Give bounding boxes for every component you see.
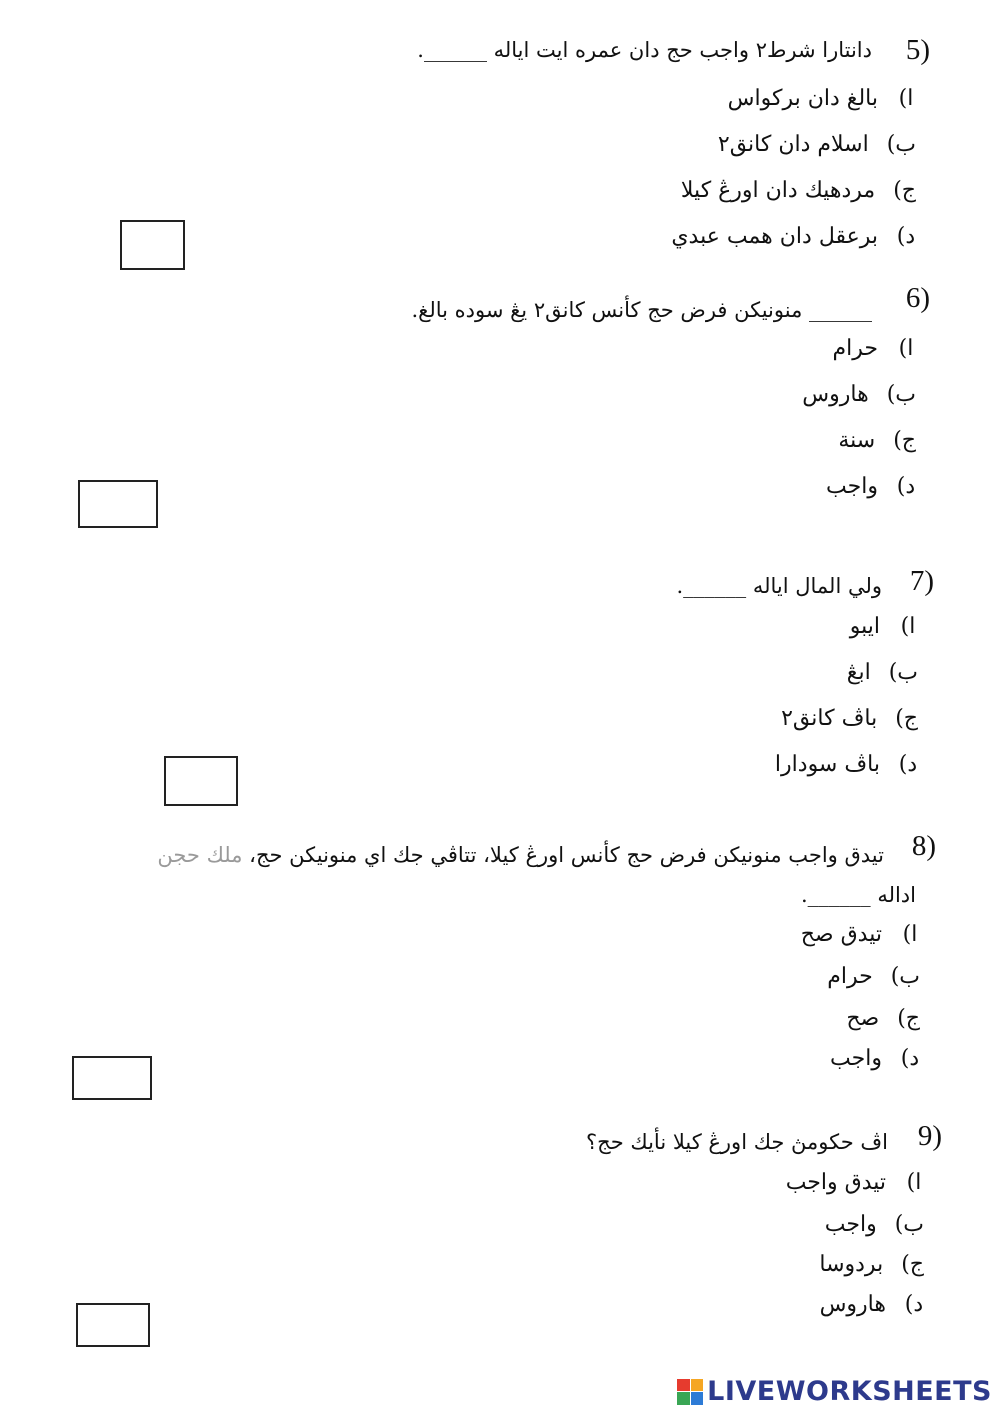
option-text: سنة — [838, 428, 876, 453]
question-6-option-d[interactable] — [826, 474, 916, 499]
option-text: واجب — [826, 474, 878, 499]
question-5-option-a[interactable] — [728, 86, 916, 111]
option-text: ايبو — [849, 614, 880, 639]
question-8-option-c[interactable] — [846, 1006, 920, 1031]
option-letter: د) — [904, 1292, 924, 1317]
option-text: تيدق صح — [800, 922, 882, 947]
option-letter: ا) — [898, 86, 914, 111]
option-letter: د) — [896, 474, 916, 499]
option-text: تيدق واجب — [785, 1170, 886, 1195]
question-8-text — [157, 843, 884, 867]
option-text: برعقل دان همب عبدي — [671, 224, 878, 249]
question-6-option-b[interactable] — [802, 382, 916, 407]
option-letter: ا) — [902, 922, 918, 947]
option-letter: ا) — [900, 614, 916, 639]
logo-square-red — [677, 1379, 690, 1392]
option-letter: ب) — [886, 382, 916, 407]
question-9-number: 9) — [917, 1120, 942, 1152]
question-6-text: ______ منونيكن فرض حج كأنس كانق٢ يڠ سوده بالغ. — [411, 298, 872, 322]
option-text: واجب — [824, 1212, 877, 1237]
option-letter: ج) — [893, 428, 916, 453]
question-5-text: دانتارا شرط٢ واجب حج دان عمره ايت اياله ______. — [417, 38, 872, 62]
question-7-text: ولي المال اياله ______. — [676, 574, 882, 598]
question-6-option-a[interactable] — [833, 336, 916, 361]
option-letter: د) — [896, 224, 916, 249]
question-7-number: 7) — [909, 565, 934, 597]
answer-box-5[interactable] — [120, 220, 185, 270]
question-8-option-b[interactable] — [827, 964, 920, 989]
answer-box-6[interactable] — [78, 480, 158, 528]
option-text: اسلام دان كانق٢ — [717, 132, 869, 157]
question-8-number: 8) — [911, 830, 936, 862]
logo-square-orange — [691, 1379, 704, 1392]
answer-box-7[interactable] — [164, 756, 238, 806]
question-7-option-b[interactable] — [847, 660, 918, 685]
question-9-text: اڤ حكومڽ جك اورڠ كيلا نأيك حج؟ — [586, 1130, 888, 1154]
option-text: بردوسا — [819, 1252, 884, 1277]
question-8-option-a[interactable] — [801, 922, 920, 947]
option-letter: ج) — [895, 706, 918, 731]
option-letter: ب) — [886, 132, 916, 157]
question-5-option-b[interactable] — [718, 132, 916, 157]
option-text: ابڠ — [846, 660, 871, 685]
question-9-option-c[interactable] — [819, 1252, 924, 1277]
option-text: باڤ كانق٢ — [781, 706, 878, 731]
question-6-number: 6) — [905, 282, 930, 314]
question-8-text-line2: اداله ______. — [800, 883, 916, 907]
question-5-option-c[interactable] — [681, 178, 916, 203]
logo-square-blue — [691, 1392, 704, 1405]
question-7-option-a[interactable] — [850, 614, 918, 639]
option-text: مردهيك دان اورڠ كيلا — [680, 178, 876, 203]
option-letter: ب) — [888, 660, 918, 685]
option-letter: ا) — [898, 336, 914, 361]
option-text: حرام — [827, 964, 873, 989]
logo-text: LIVEWORKSHEETS — [707, 1376, 992, 1407]
logo-square-green — [677, 1392, 690, 1405]
question-9-option-b[interactable] — [825, 1212, 924, 1237]
answer-box-8[interactable] — [72, 1056, 152, 1100]
option-text: واجب — [830, 1046, 882, 1071]
option-letter: ا) — [906, 1170, 922, 1195]
question-6-option-c[interactable] — [838, 428, 916, 453]
logo-squares-icon — [677, 1379, 703, 1405]
option-text: حرام — [832, 336, 878, 361]
option-letter: ج) — [893, 178, 916, 203]
question-7-option-d[interactable] — [775, 752, 918, 777]
liveworksheets-logo — [677, 1376, 992, 1407]
question-5-number: 5) — [905, 34, 930, 66]
answer-box-9[interactable] — [76, 1303, 150, 1347]
option-letter: ج) — [897, 1006, 920, 1031]
option-letter: ب) — [890, 964, 920, 989]
question-8-text-faded: ملك حجن — [157, 843, 243, 867]
option-letter: ج) — [901, 1252, 924, 1277]
option-text: بالغ دان بركواس — [727, 86, 878, 111]
question-9-option-d[interactable] — [820, 1292, 924, 1317]
question-8-text-main: تيدق واجب منونيكن فرض حج كأنس اورڠ كيلا، تتاڤي جك اي منونيكن حج، — [249, 843, 884, 867]
option-text: هاروس — [819, 1292, 886, 1317]
option-letter: د) — [898, 752, 918, 777]
option-text: هاروس — [802, 382, 869, 407]
question-9-option-a[interactable] — [786, 1170, 924, 1195]
question-7-option-c[interactable] — [781, 706, 918, 731]
option-text: باڤ سودارا — [774, 752, 880, 777]
option-text: صح — [846, 1006, 880, 1031]
option-letter: ب) — [894, 1212, 924, 1237]
question-5-option-d[interactable] — [671, 224, 916, 249]
question-8-option-d[interactable] — [830, 1046, 920, 1071]
option-letter: د) — [900, 1046, 920, 1071]
